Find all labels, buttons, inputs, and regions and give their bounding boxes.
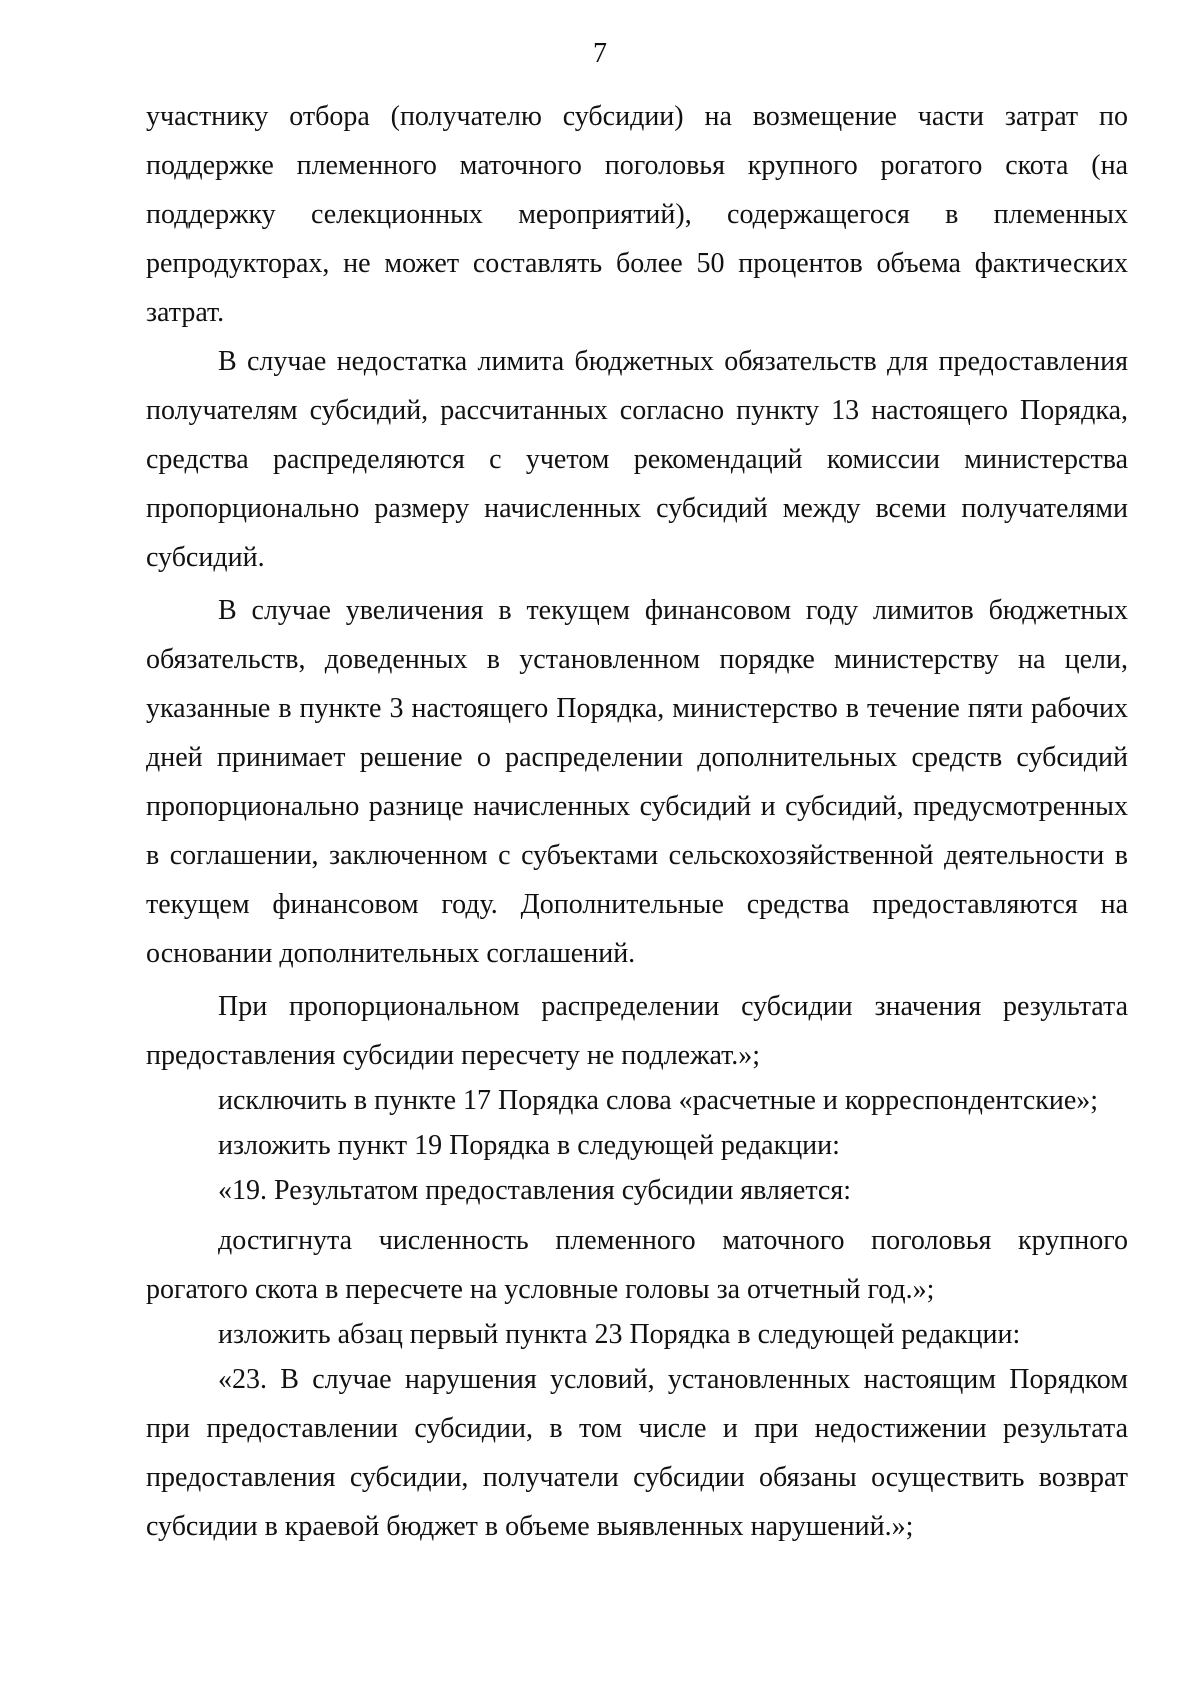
document-body	[146, 92, 1128, 1551]
paragraph-item-19-result: «19. Результатом предоставления субсидии является:	[218, 1175, 851, 1206]
paragraph-budget-shortfall: В случае недостатка лимита бюджетных обязательств для предоставления получателям субсидий, рассчитанных согласно пункту 13 настоящего Порядка, средства распределяются с учетом рекомендаций комиссии министерства пропорционально размеру начисленных субсидий между всеми получателями субсидий.	[146, 346, 1128, 573]
paragraph-proportional-distribution: При пропорциональном распределении субсидии значения результата предоставления субсидии пересчету не подлежат.»;	[146, 991, 1128, 1071]
paragraph-exclude-words: исключить в пункте 17 Порядка слова «расчетные и корреспондентские»;	[218, 1085, 1099, 1116]
paragraph-amend-item-19: изложить пункт 19 Порядка в следующей редакции:	[218, 1130, 840, 1161]
paragraph-amend-item-23: изложить абзац первый пункта 23 Порядка в следующей редакции:	[218, 1319, 1021, 1350]
paragraph-limit-increase: В случае увеличения в текущем финансовом году лимитов бюджетных обязательств, доведенных в установленном порядке министерству на цели, указанные в пункте 3 настоящего Порядка, министерство в течение пяти рабочих дней принимает решение о распределении дополнительных средств субсидий пропорционально разнице начисленных субсидий и субсидий, предусмотренных в соглашении, заключенном с субъектами сельскохозяйственной деятельности в текущем финансовом году. Дополнительные средства предоставляются на основании дополнительных соглашений.	[146, 595, 1128, 969]
page-number: 7	[593, 38, 607, 69]
paragraph-item-23-violations: «23. В случае нарушения условий, установленных настоящим Порядком при предоставлении субсидии, в том числе и при недостижении результата предоставления субсидии, получатели субсидии обязаны осуществить возврат субсидии в краевой бюджет в объеме выявленных нарушений.»;	[146, 1364, 1128, 1542]
paragraph-continuation: участнику отбора (получателю субсидии) на возмещение части затрат по поддержке племенного маточного поголовья крупного рогатого скота (на поддержку селекционных мероприятий), содержащегося в племенных репродукторах, не может составлять более 50 процентов объема фактических затрат.	[146, 101, 1128, 328]
paragraph-livestock-target: достигнута численность племенного маточного поголовья крупного рогатого скота в пересчете на условные головы за отчетный год.»;	[146, 1225, 1128, 1305]
